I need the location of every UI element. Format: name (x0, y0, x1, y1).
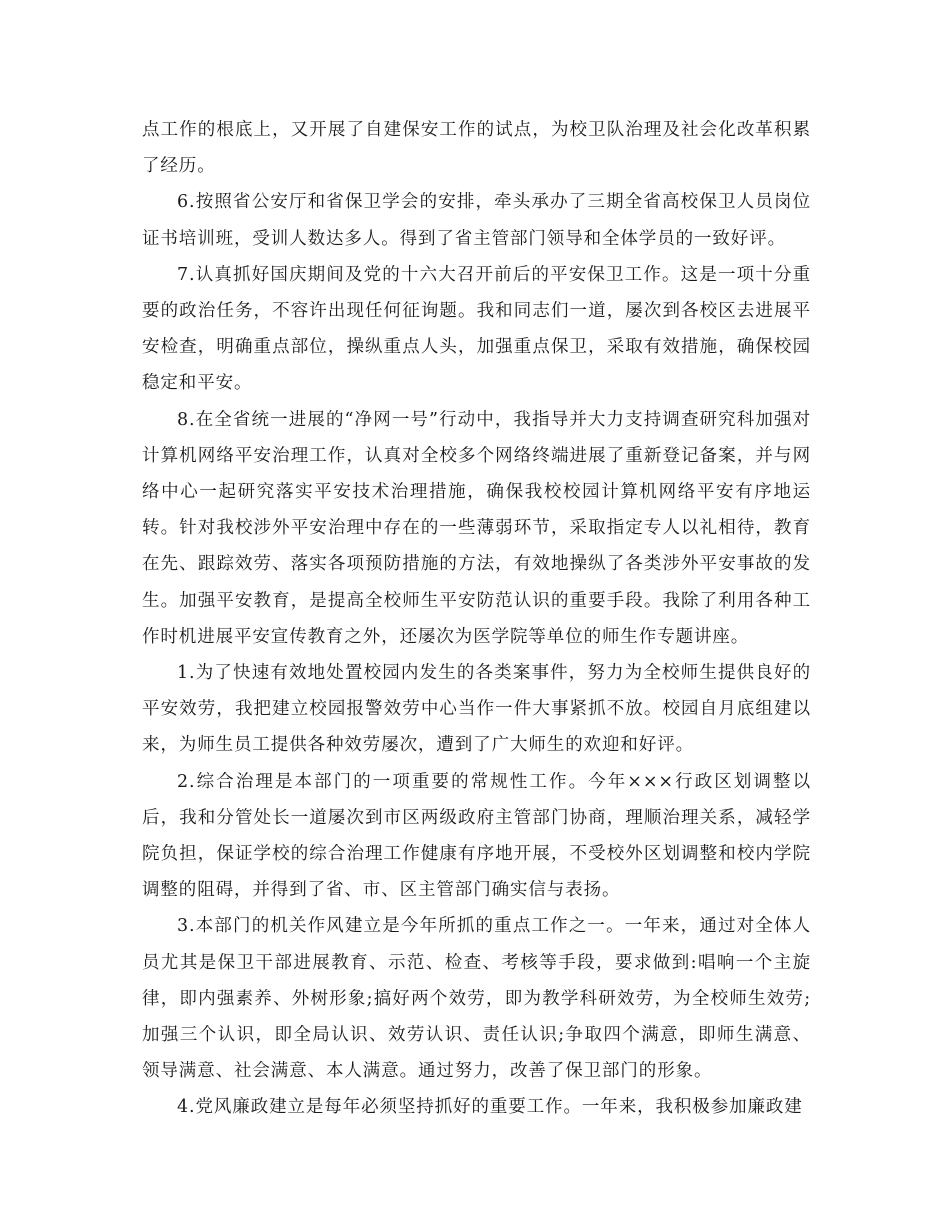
paragraph-item-4: 4.党风廉政建立是每年必须坚持抓好的重要工作。一年来，我积极参加廉政建 (177, 1097, 803, 1118)
paragraph-item-7: 7.认真抓好国庆期间及党的十六大召开前后的平安保卫工作。这是一项十分重要的政治任务，不容许出现任何征询题。我和同志们一道，屡次到各校区去进展平安检查，明确重点部位，操纵重点人头，加强重点保卫，采取有效措施，确保校园稳定和平安。 (142, 264, 811, 394)
paragraph-item-6: 6.按照省公安厅和省保卫学会的安排，牵头承办了三期全省高校保卫人员岗位证书培训班，受训人数达多人。得到了省主管部门领导和全体学员的一致好评。 (142, 192, 811, 249)
paragraph-item-1: 1.为了快速有效地处置校园内发生的各类案事件，努力为全校师生提供良好的平安效劳，我把建立校园报警效劳中心当作一件大事紧抓不放。校园自月底组建以来，为师生员工提供各种效劳屡次，遭到了广大师生的欢迎和好评。 (142, 663, 811, 756)
document-body (142, 112, 811, 1126)
paragraph-item-8: 8.在全省统一进展的“净网一号”行动中，我指导并大力支持调查研究科加强对计算机网络平安治理工作，认真对全校多个网络终端进展了重新登记备案，并与网络中心一起研究落实平安技术治理措施，确保我校校园计算机网络平安有序地运转。针对我校涉外平安治理中存在的一些薄弱环节，采取指定专人以礼相待，教育在先、跟踪效劳、落实各项预防措施的方法，有效地操纵了各类涉外平安事故的发生。加强平安教育，是提高全校师生平安防范认识的重要手段。我除了利用各种工作时机进展平安宣传教育之外，还屡次为医学院等单位的师生作专题讲座。 (142, 409, 811, 647)
paragraph-item-3: 3.本部门的机关作风建立是今年所抓的重点工作之一。一年来，通过对全体人员尤其是保卫干部进展教育、示范、检查、考核等手段，要求做到:唱响一个主旋律，即内强素养、外树形象;搞好两个效劳，即为教学科研效劳，为全校师生效劳;加强三个认识，即全局认识、效劳认识、责任认识;争取四个满意，即师生满意、领导满意、社会满意、本人满意。通过努力，改善了保卫部门的形象。 (142, 916, 811, 1082)
paragraph-item-2: 2.综合治理是本部门的一项重要的常规性工作。今年×××行政区划调整以后，我和分管处长一道屡次到市区两级政府主管部门协商，理顺治理关系，减轻学院负担，保证学校的综合治理工作健康有序地开展，不受校外区划调整和校内学院调整的阻碍，并得到了省、市、区主管部门确实信与表扬。 (142, 771, 811, 901)
paragraph-continuation: 点工作的根底上，又开展了自建保安工作的试点，为校卫队治理及社会化改革积累了经历。 (142, 120, 811, 177)
